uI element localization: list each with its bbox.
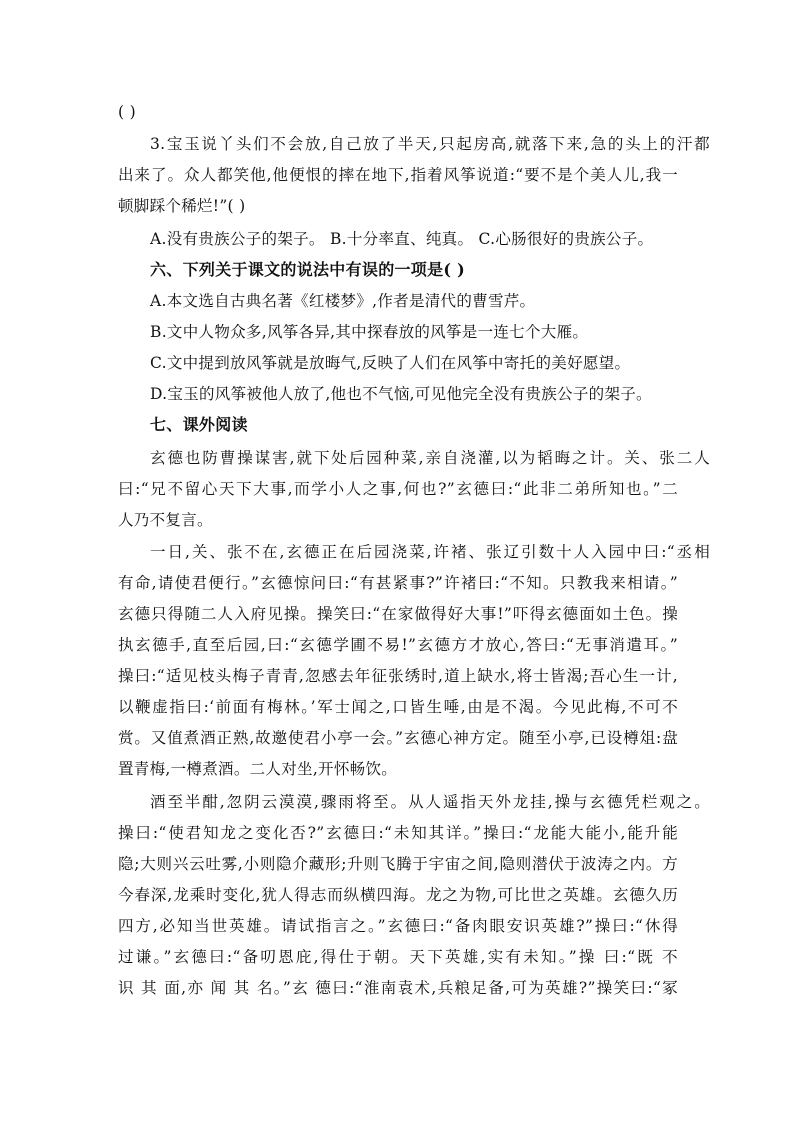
passage-line: 过谦。”玄德曰:“备叨恩庇,得仕于朝。天下英雄,实有未知。”操 曰:“既 不 <box>118 948 678 966</box>
passage-line: 执玄德手,直至后园,曰:“玄德学圃不易!”玄德方才放心,答曰:“无事消遣耳。” <box>118 636 678 654</box>
passage-line: 酒至半酣,忽阴云漠漠,骤雨将至。从人遥指天外龙挂,操与玄德凭栏观之。 <box>150 793 710 811</box>
passage-line: 今春深,龙乘时变化,犹人得志而纵横四海。龙之为物,可比世之英雄。玄德久历 <box>118 886 678 904</box>
passage-line: 一日,关、张不在,玄德正在后园浇菜,许褚、张辽引数十人入园中曰:“丞相 <box>150 543 710 561</box>
question-3-text-line-2: 出来了。众人都笑他,他便恨的摔在地下,指着风筝说道:“要不是个美人儿,我一 <box>118 166 678 184</box>
passage-line: 人乃不复言。 <box>118 511 213 529</box>
question-3-options: A.没有贵族公子的架子。 B.十分率直、纯真。 C.心肠很好的贵族公子。 <box>150 230 654 248</box>
passage-line: 操曰:“使君知龙之变化否?”玄德曰:“未知其详。”操曰:“龙能大能小,能升能 <box>118 824 678 842</box>
passage-line: 玄德只得随二人入府见操。操笑曰:“在家做得好大事!”吓得玄德面如土色。操 <box>118 605 678 623</box>
answer-blank-line: ( ) <box>118 103 136 121</box>
passage-line: 置青梅,一樽煮酒。二人对坐,开怀畅饮。 <box>118 760 398 778</box>
section-6-option-c: C.文中提到放风筝就是放晦气,反映了人们在风筝中寄托的美好愿望。 <box>150 354 631 372</box>
passage-line: 隐;大则兴云吐雾,小则隐介藏形;升则飞腾于宇宙之间,隐则潜伏于波涛之内。方 <box>118 855 678 873</box>
passage-line: 操曰:“适见枝头梅子青青,忽感去年征张绣时,道上缺水,将士皆渴;吾心生一计, <box>118 667 678 685</box>
question-3-text-line-3: 顿脚踩个稀烂!”( ) <box>118 197 246 215</box>
passage-line: 赏。又值煮酒正熟,故邀使君小亭一会。”玄德心神方定。随至小亭,已设樽俎:盘 <box>118 729 678 747</box>
question-3-text-line-1: 3.宝玉说丫头们不会放,自己放了半天,只起房高,就落下来,急的头上的汗都 <box>150 135 710 153</box>
passage-line: 以鞭虚指曰:‘前面有梅林。’军士闻之,口皆生唾,由是不渴。今见此梅,不可不 <box>118 698 678 716</box>
passage-line: 曰:“兄不留心天下大事,而学小人之事,何也?”玄德曰:“此非二弟所知也。”二 <box>118 480 678 498</box>
passage-line: 识 其 面,亦 闻 其 名。”玄 德曰:“淮南袁术,兵粮足备,可为英雄?”操笑曰:“冢 <box>118 979 678 997</box>
passage-line: 有命,请使君便行。”玄德惊问曰:“有甚紧事?”许褚曰:“不知。只教我来相请。” <box>118 574 678 592</box>
section-6-option-a: A.本文选自古典名著《红楼梦》,作者是清代的曹雪芹。 <box>150 292 536 310</box>
section-6-option-b: B.文中人物众多,风筝各异,其中探春放的风筝是一连七个大雁。 <box>150 323 589 341</box>
passage-line: 玄德也防曹操谋害,就下处后园种菜,亲自浇灌,以为韬晦之计。关、张二人 <box>150 449 710 467</box>
section-6-heading: 六、下列关于课文的说法中有误的一项是( ) <box>150 260 466 279</box>
section-7-heading: 七、课外阅读 <box>150 415 248 434</box>
section-6-option-d: D.宝玉的风筝被他人放了,他也不气恼,可见他完全没有贵族公子的架子。 <box>150 385 652 403</box>
passage-line: 四方,必知当世英雄。请试指言之。”玄德曰:“备肉眼安识英雄?”操曰:“休得 <box>118 917 678 935</box>
